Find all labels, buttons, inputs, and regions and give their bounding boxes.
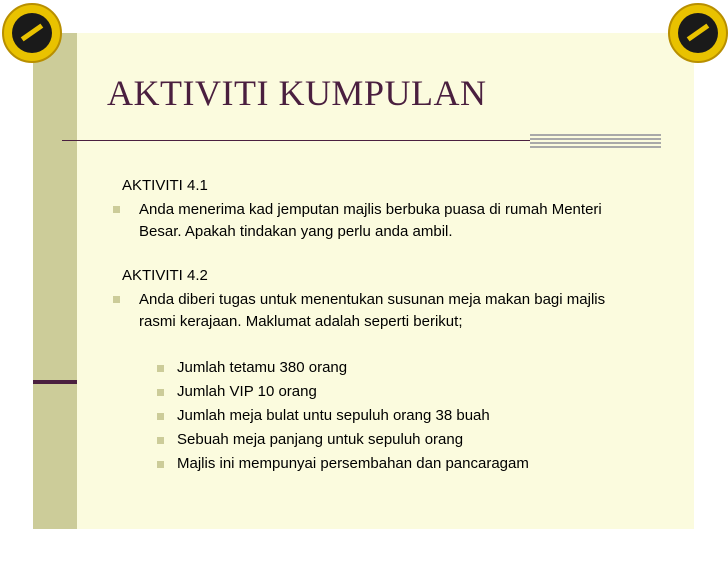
- square-bullet-icon: [157, 413, 164, 420]
- square-bullet-icon: [157, 437, 164, 444]
- square-bullet-icon: [113, 296, 120, 303]
- list-item: Jumlah tetamu 380 orang: [160, 359, 347, 376]
- activity-description-text: Anda diberi tugas untuk menentukan susunan meja makan bagi majlis rasmi kerajaan. Maklumat adalah seperti berikut;: [139, 291, 606, 330]
- square-bullet-icon: [113, 206, 120, 213]
- list-item: Jumlah VIP 10 orang: [160, 383, 317, 400]
- square-bullet-icon: [157, 389, 164, 396]
- list-item: Sebuah meja panjang untuk sepuluh orang: [160, 431, 463, 448]
- list-item: Jumlah meja bulat untu sepuluh orang 38 buah: [160, 407, 490, 424]
- list-item: Majlis ini mempunyai persembahan dan pancaragam: [160, 455, 529, 472]
- activity-heading: AKTIVITI 4.1: [122, 177, 208, 194]
- slide-title: AKTIVITI KUMPULAN: [107, 73, 487, 113]
- activity-description: [122, 199, 609, 243]
- activity-description-text: Anda menerima kad jemputan majlis berbuka puasa di rumah Menteri Besar. Apakah tindakan yang perlu anda ambil.: [139, 201, 602, 240]
- square-bullet-icon: [157, 461, 164, 468]
- square-bullet-icon: [157, 365, 164, 372]
- activity-heading: AKTIVITI 4.2: [122, 267, 208, 284]
- activity-description: [122, 289, 609, 333]
